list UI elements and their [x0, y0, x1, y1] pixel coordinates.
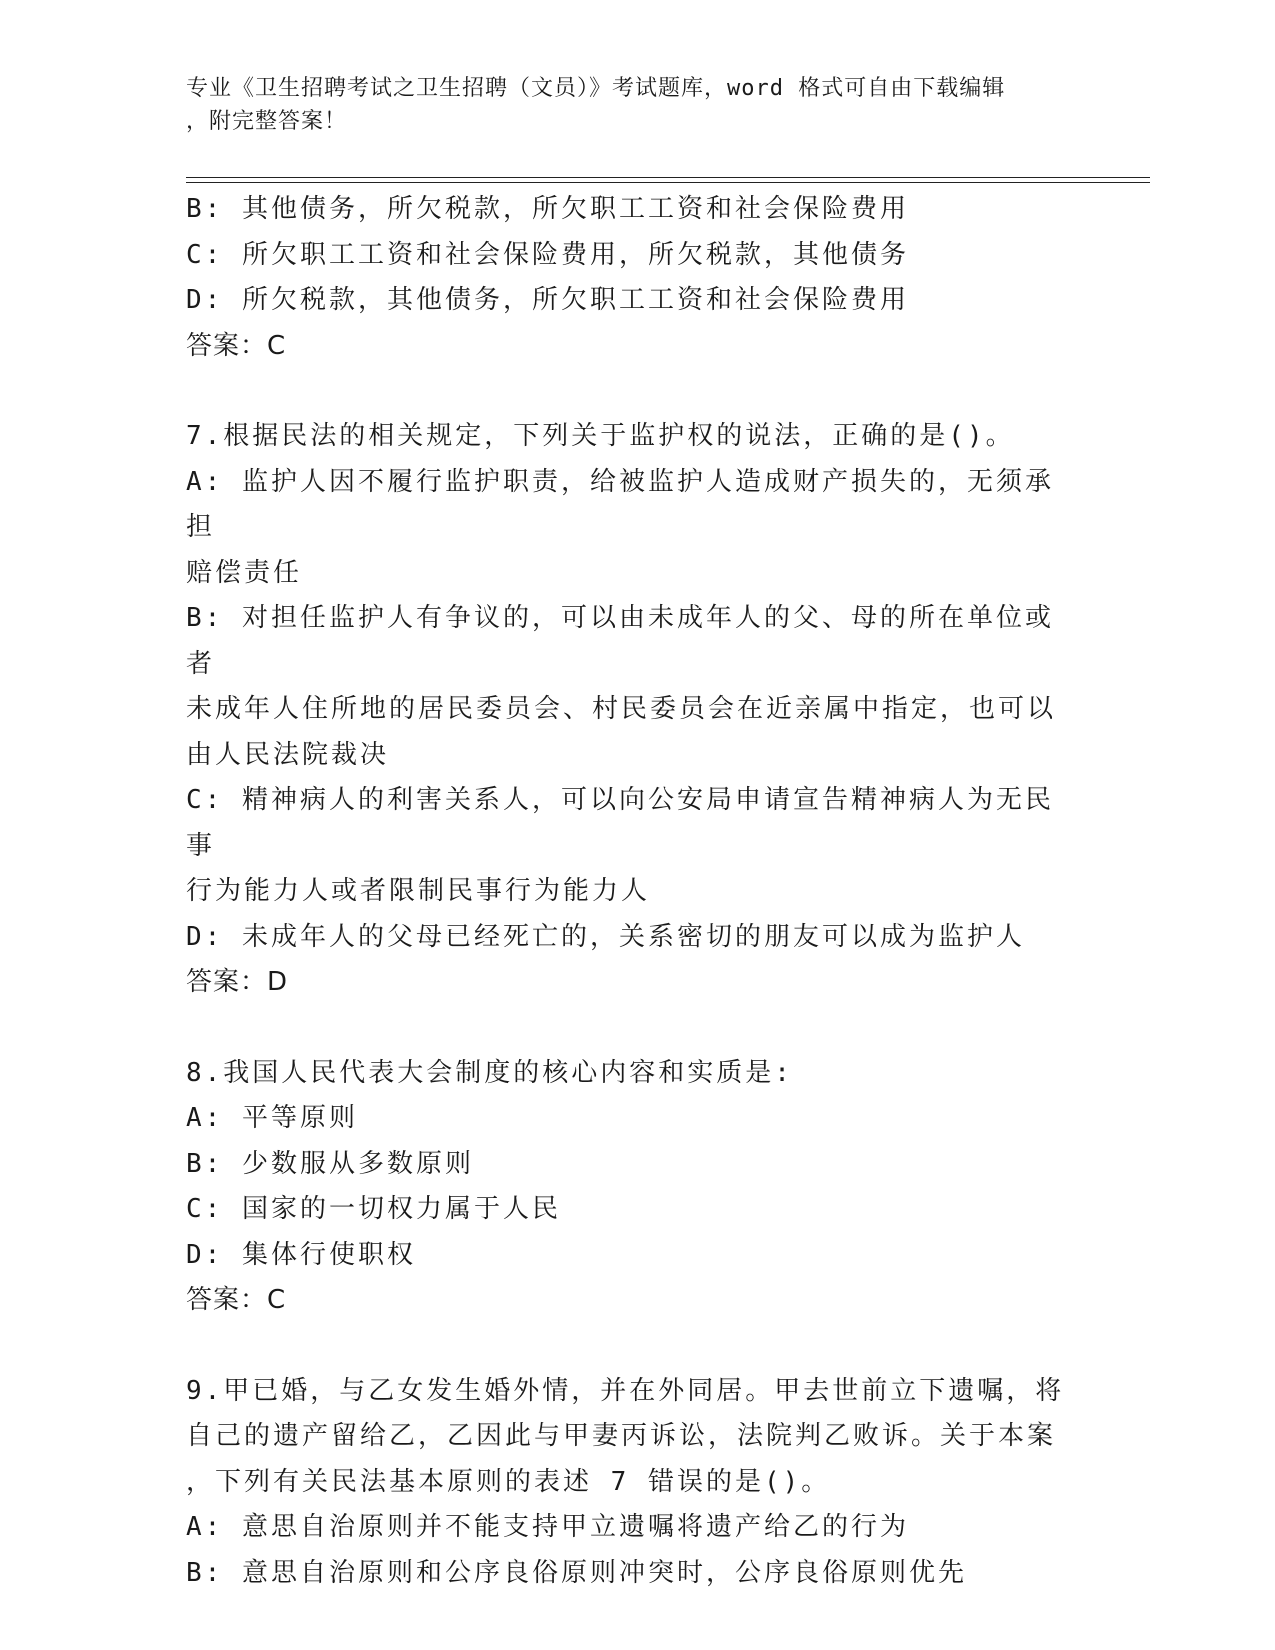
option-b-line-2: 未成年人住所地的居民委员会、村民委员会在近亲属中指定，也可以: [186, 694, 1057, 724]
spacer: [186, 1324, 1076, 1369]
document-header: [186, 72, 1066, 138]
question-content: [186, 187, 1076, 1596]
question-stem: 8.我国人民代表大会制度的核心内容和实质是:: [186, 1057, 793, 1088]
question-stem-line-1: 9.甲已婚，与乙女发生婚外情，并在外同居。甲去世前立下遗嘱，将: [186, 1375, 1065, 1406]
question-stem-line-3: ，下列有关民法基本原则的表述 7 错误的是()。: [186, 1466, 831, 1497]
answer-line: 答案：C: [186, 330, 287, 361]
spacer: [186, 1006, 1076, 1051]
option-b: B: 少数服从多数原则: [186, 1148, 474, 1179]
option-d: D: 集体行使职权: [186, 1239, 416, 1270]
spacer: [186, 369, 1076, 414]
option-b-line-3: 由人民法院裁决: [186, 739, 390, 770]
option-c-line-1: C: 精神病人的利害关系人，可以向公安局申请宣告精神病人为无民事: [186, 785, 1054, 861]
option-b-line-1: B: 对担任监护人有争议的，可以由未成年人的父、母的所在单位或者: [186, 603, 1054, 679]
answer-line: 答案：C: [186, 1285, 287, 1315]
option-b: B: 意思自治原则和公序良俗原则冲突时，公序良俗原则优先: [186, 1557, 967, 1588]
option-c-line-2: 行为能力人或者限制民事行为能力人: [186, 876, 651, 906]
header-divider-bottom: [186, 182, 1150, 183]
question-stem-line-2: 自己的遗产留给乙，乙因此与甲妻丙诉讼，法院判乙败诉。关于本案: [186, 1421, 1057, 1451]
header-line-2: ，附完整答案！: [186, 109, 348, 134]
question-8: [186, 1051, 1076, 1324]
option-c: C: 国家的一切权力属于人民: [186, 1194, 561, 1224]
header-line-1: 专业《卫生招聘考试之卫生招聘（文员）》考试题库，word 格式可自由下载编辑: [186, 76, 1006, 101]
answer-line: 答案：D: [186, 967, 289, 997]
option-a-line-2: 赔偿责任: [186, 557, 303, 588]
option-a: A: 平等原则: [186, 1103, 358, 1133]
option-b: B: 其他债务，所欠税款，所欠职工工资和社会保险费用: [186, 194, 909, 224]
option-d-line-1: D: 未成年人的父母已经死亡的，关系密切的朋友可以成为监护人: [186, 921, 1025, 952]
option-c: C: 所欠职工工资和社会保险费用，所欠税款，其他债务: [186, 239, 909, 270]
option-a: A: 意思自治原则并不能支持甲立遗嘱将遗产给乙的行为: [186, 1512, 909, 1542]
question-7: [186, 414, 1076, 1006]
header-divider-top: [186, 177, 1150, 178]
option-d: D: 所欠税款，其他债务，所欠职工工资和社会保险费用: [186, 285, 909, 315]
question-9: [186, 1369, 1076, 1597]
question-6-continued: [186, 187, 1076, 369]
question-stem: 7.根据民法的相关规定，下列关于监护权的说法，正确的是()。: [186, 421, 1015, 451]
option-a-line-1: A: 监护人因不履行监护职责，给被监护人造成财产损失的，无须承担: [186, 466, 1054, 542]
